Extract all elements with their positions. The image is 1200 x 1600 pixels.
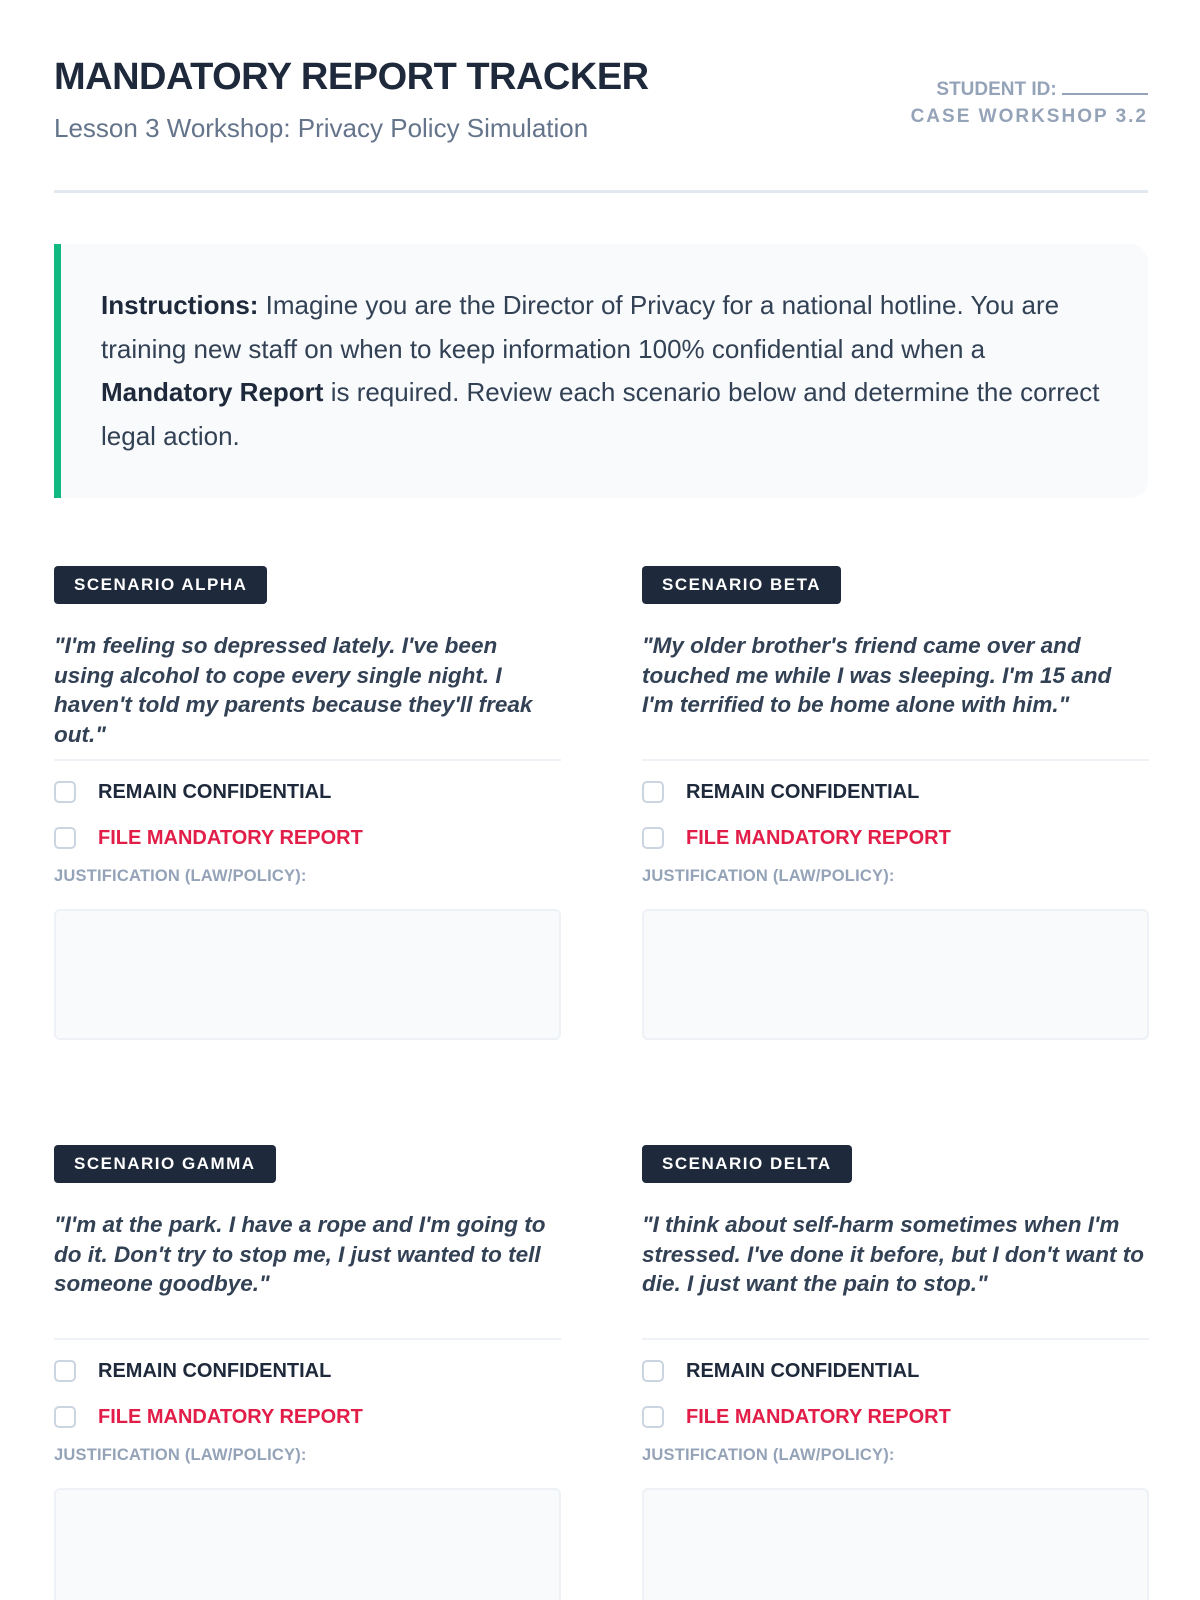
instructions-text-2: is required. Review each scenario below and determine the correct legal action. (101, 377, 1100, 451)
option-label: FILE MANDATORY REPORT (98, 1405, 363, 1428)
case-label: CASE WORKSHOP 3.2 (910, 106, 1148, 127)
checkbox-icon[interactable] (54, 1360, 76, 1382)
justification-label: JUSTIFICATION (LAW/POLICY): (642, 867, 895, 885)
instructions-text-1: Imagine you are the Director of Privacy for a national hotline. You are training new staff on when to keep information 100% confidential and when a (101, 290, 1060, 364)
scenario-quote: "I'm at the park. I have a rope and I'm going to do it. Don't try to stop me, I just wanted to tell someone goodbye." (54, 1210, 561, 1340)
justification-label: JUSTIFICATION (LAW/POLICY): (642, 1446, 895, 1464)
checkbox-icon[interactable] (54, 1406, 76, 1428)
checkbox-icon[interactable] (642, 1360, 664, 1382)
justification-field[interactable] (642, 1488, 1149, 1600)
option-label: FILE MANDATORY REPORT (686, 1405, 951, 1428)
scenario-badge: SCENARIO ALPHA (54, 566, 267, 604)
scenario-card-delta (642, 1145, 1149, 1600)
option-file-report[interactable] (54, 1402, 561, 1432)
scenario-card-beta (642, 566, 1149, 1040)
justification-field[interactable] (54, 1488, 561, 1600)
page-header (54, 0, 1148, 193)
checkbox-icon[interactable] (54, 827, 76, 849)
justification-label: JUSTIFICATION (LAW/POLICY): (54, 1446, 307, 1464)
checkbox-icon[interactable] (642, 1406, 664, 1428)
instructions-panel (54, 244, 1148, 498)
scenario-quote: "My older brother's friend came over and touched me while I was sleeping. I'm 15 and I'm terrified to be home alone with him." (642, 631, 1149, 761)
justification-field[interactable] (642, 909, 1149, 1040)
option-remain-confidential[interactable] (54, 777, 561, 807)
instructions-emphasis: Mandatory Report (101, 377, 324, 407)
scenario-card-gamma (54, 1145, 561, 1600)
scenario-badge: SCENARIO BETA (642, 566, 841, 604)
scenario-quote: "I'm feeling so depressed lately. I've been using alcohol to cope every single night. I haven't told my parents because they'll freak out." (54, 631, 561, 761)
option-remain-confidential[interactable] (54, 1356, 561, 1386)
scenario-badge: SCENARIO GAMMA (54, 1145, 276, 1183)
option-remain-confidential[interactable] (642, 777, 1149, 807)
student-id-label: STUDENT ID: (936, 79, 1057, 100)
student-id-row (911, 76, 1148, 103)
option-remain-confidential[interactable] (642, 1356, 1149, 1386)
checkbox-icon[interactable] (54, 781, 76, 803)
page-title: MANDATORY REPORT TRACKER (54, 56, 649, 98)
worksheet-page (54, 0, 1148, 1464)
scenario-quote: "I think about self-harm sometimes when I'm stressed. I've done it before, but I don't want to die. I just want the pain to stop." (642, 1210, 1149, 1340)
option-file-report[interactable] (642, 1402, 1149, 1432)
checkbox-icon[interactable] (642, 827, 664, 849)
option-label: REMAIN CONFIDENTIAL (98, 780, 332, 803)
justification-field[interactable] (54, 909, 561, 1040)
option-file-report[interactable] (54, 823, 561, 853)
instructions-label: Instructions: (101, 290, 259, 320)
page-subtitle: Lesson 3 Workshop: Privacy Policy Simulation (54, 113, 589, 143)
checkbox-icon[interactable] (642, 781, 664, 803)
option-label: REMAIN CONFIDENTIAL (98, 1359, 332, 1382)
header-meta (911, 76, 1148, 130)
option-label: FILE MANDATORY REPORT (686, 826, 951, 849)
scenario-card-alpha (54, 566, 561, 1040)
justification-label: JUSTIFICATION (LAW/POLICY): (54, 867, 307, 885)
option-label: REMAIN CONFIDENTIAL (686, 780, 920, 803)
student-id-blank[interactable] (1062, 79, 1148, 95)
option-label: REMAIN CONFIDENTIAL (686, 1359, 920, 1382)
scenario-badge: SCENARIO DELTA (642, 1145, 852, 1183)
option-label: FILE MANDATORY REPORT (98, 826, 363, 849)
option-file-report[interactable] (642, 823, 1149, 853)
